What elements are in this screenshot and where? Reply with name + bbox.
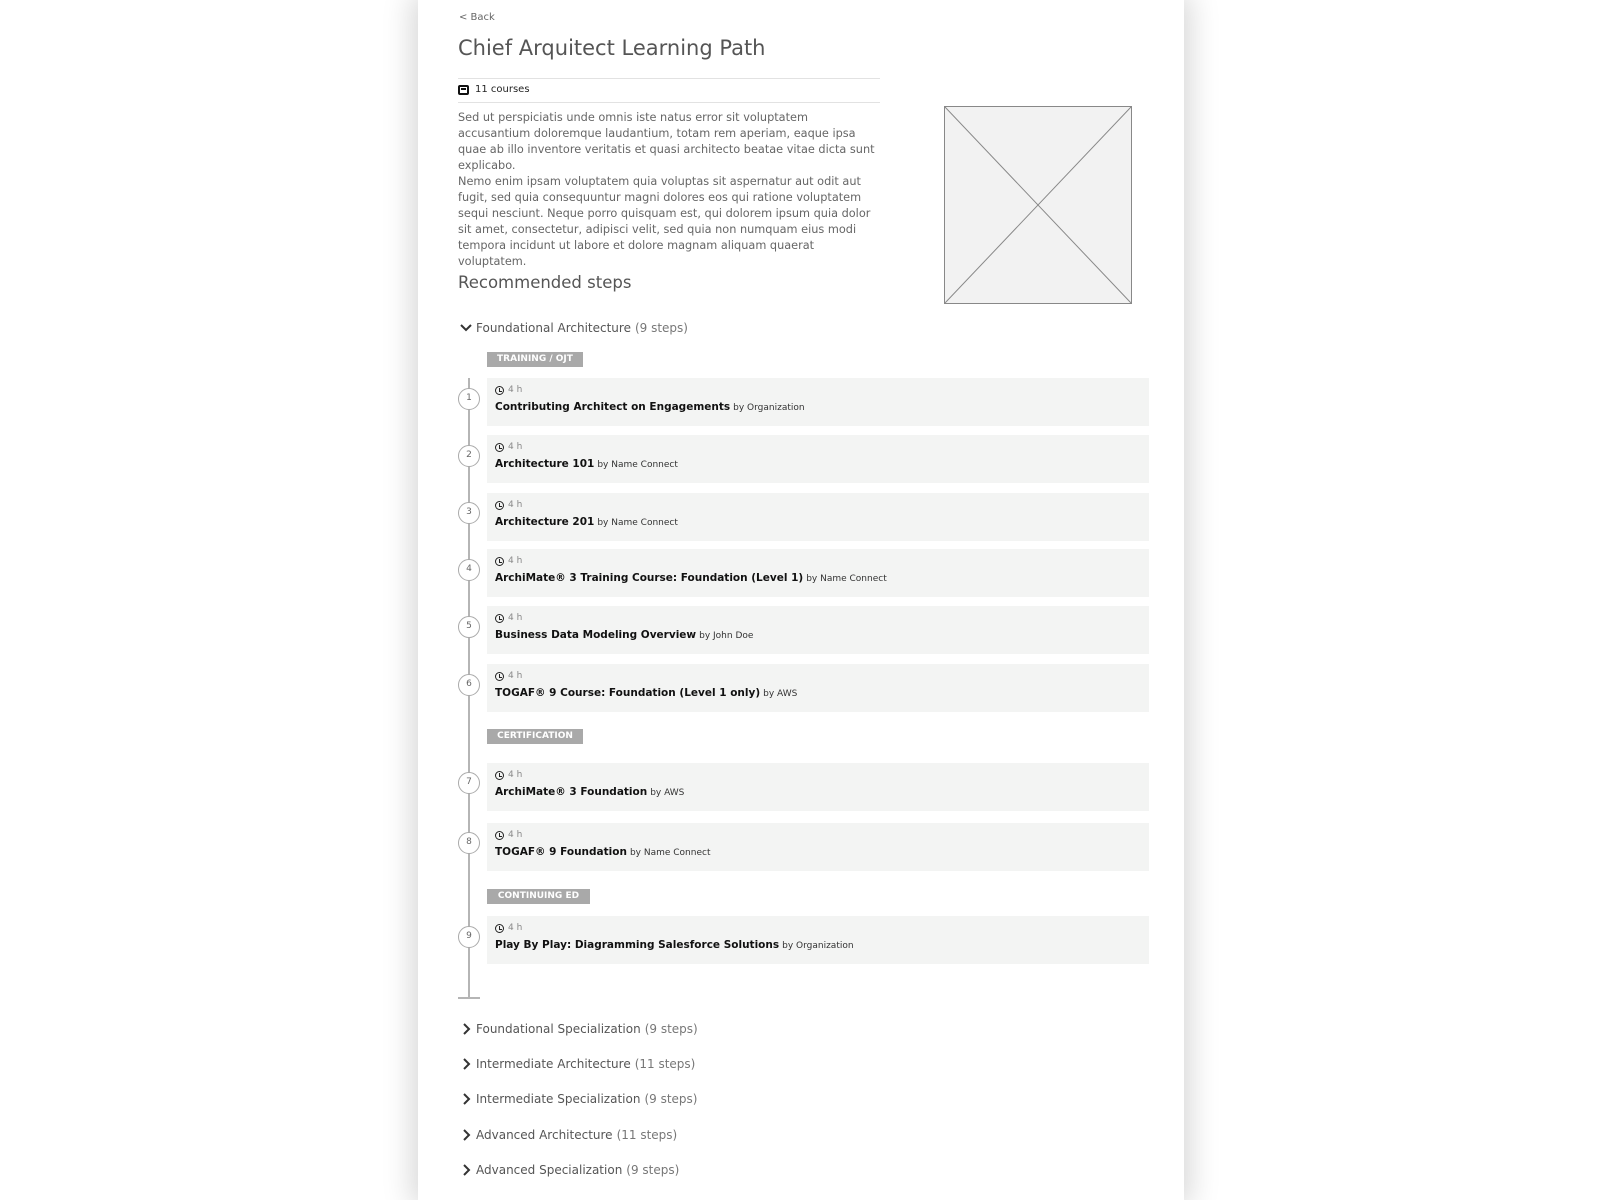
course-provider: by John Doe — [699, 631, 754, 641]
group-name: Advanced Specialization — [476, 1163, 623, 1177]
duration-label: 4 h — [508, 613, 523, 623]
chevron-right-icon — [458, 1164, 474, 1176]
section-label: CONTINUING ED — [487, 889, 590, 904]
duration — [495, 442, 522, 452]
back-link[interactable]: < Back — [459, 12, 495, 23]
group-name: Intermediate Specialization — [476, 1092, 641, 1106]
course-title[interactable]: Business Data Modeling Overview — [495, 629, 697, 641]
course-card[interactable] — [487, 549, 1149, 597]
duration-label: 4 h — [508, 770, 523, 780]
group-name: Advanced Architecture — [476, 1128, 613, 1142]
course-card[interactable] — [487, 378, 1149, 426]
description-paragraph: Nemo enim ipsam voluptatem quia voluptas sit aspernatur aut odit aut fugit, sed quia consequuntur magni dolores eos qui ratione voluptatem sequi nesciunt. Neque porro quisquam est, qui dolorem ipsum quia dolor sit amet, consectetur, adipisci velit, sed quia non numquam eius modi tempora incidunt ut labore et dolore magnam aliquam quaerat voluptatem. — [458, 175, 871, 268]
group-step-count: (11 steps) — [616, 1128, 678, 1142]
course-card[interactable] — [487, 763, 1149, 811]
group-toggle-intermediate-architecture[interactable] — [458, 1057, 695, 1071]
course-title[interactable]: Play By Play: Diagramming Salesforce Solutions — [495, 939, 780, 951]
image-placeholder — [944, 106, 1132, 304]
step-number: 7 — [458, 772, 480, 794]
group-step-count: (9 steps) — [644, 1022, 698, 1036]
duration-label: 4 h — [508, 923, 523, 933]
divider — [458, 102, 880, 103]
course-card[interactable] — [487, 916, 1149, 964]
courses-count-label: 11 courses — [475, 84, 530, 95]
course-provider: by Organization — [782, 941, 854, 951]
duration — [495, 830, 522, 840]
course-title[interactable]: Contributing Architect on Engagements — [495, 401, 731, 413]
course-provider: by AWS — [763, 689, 798, 699]
step-number: 8 — [458, 832, 480, 854]
clock-icon — [495, 771, 504, 780]
clock-icon — [495, 614, 504, 623]
section-label: TRAINING / OJT — [487, 352, 583, 367]
group-toggle-foundational-specialization[interactable] — [458, 1022, 698, 1036]
clock-icon — [495, 443, 504, 452]
learning-path-page — [418, 0, 1184, 1200]
duration-label: 4 h — [508, 556, 523, 566]
step-number: 4 — [458, 559, 480, 581]
group-step-count: (9 steps) — [644, 1092, 698, 1106]
step-number: 3 — [458, 502, 480, 524]
clock-icon — [495, 557, 504, 566]
section-label: CERTIFICATION — [487, 729, 583, 744]
course-card[interactable] — [487, 664, 1149, 712]
group-toggle-foundational-architecture[interactable] — [458, 321, 688, 335]
group-step-count: (9 steps) — [626, 1163, 680, 1177]
duration — [495, 556, 522, 566]
group-toggle-advanced-architecture[interactable] — [458, 1128, 677, 1142]
course-provider: by Name Connect — [629, 848, 711, 858]
duration-label: 4 h — [508, 830, 523, 840]
duration — [495, 770, 522, 780]
clock-icon — [495, 831, 504, 840]
clock-icon — [495, 386, 504, 395]
step-number: 5 — [458, 616, 480, 638]
group-step-count: (11 steps) — [634, 1057, 696, 1071]
group-step-count: (9 steps) — [634, 321, 688, 335]
clock-icon — [495, 672, 504, 681]
duration-label: 4 h — [508, 385, 523, 395]
duration — [495, 923, 522, 933]
group-name: Intermediate Architecture — [476, 1057, 631, 1071]
step-number: 1 — [458, 388, 480, 410]
chevron-right-icon — [458, 1093, 474, 1105]
group-toggle-intermediate-specialization[interactable] — [458, 1092, 697, 1106]
course-provider: by Name Connect — [597, 460, 678, 470]
recommended-steps-heading: Recommended steps — [458, 273, 632, 292]
course-title[interactable]: Architecture 201 — [495, 516, 595, 528]
course-provider: by Name Connect — [806, 574, 887, 584]
chevron-down-icon — [458, 322, 474, 334]
chevron-right-icon — [458, 1023, 474, 1035]
course-provider: by AWS — [650, 788, 685, 798]
clock-icon — [495, 924, 504, 933]
course-card[interactable] — [487, 606, 1149, 654]
course-card[interactable] — [487, 493, 1149, 541]
duration — [495, 385, 522, 395]
step-number: 6 — [458, 674, 480, 696]
duration — [495, 500, 522, 510]
description-paragraph: Sed ut perspiciatis unde omnis iste natus error sit voluptatem accusantium doloremque laudantium, totam rem aperiam, eaque ipsa quae ab illo inventore veritatis et quasi architecto beatae vitae dicta sunt explicabo. — [458, 111, 875, 172]
chevron-right-icon — [458, 1058, 474, 1070]
course-card[interactable] — [487, 823, 1149, 871]
course-title[interactable]: ArchiMate® 3 Foundation — [495, 786, 648, 798]
course-provider: by Name Connect — [597, 518, 678, 528]
step-number: 9 — [458, 926, 480, 948]
duration-label: 4 h — [508, 671, 523, 681]
course-icon — [458, 85, 469, 95]
duration-label: 4 h — [508, 500, 523, 510]
timeline-end — [458, 997, 480, 999]
page-title: Chief Arquitect Learning Path — [458, 36, 766, 60]
course-title[interactable]: TOGAF® 9 Course: Foundation (Level 1 only) — [495, 687, 761, 699]
duration — [495, 613, 522, 623]
group-name: Foundational Architecture — [476, 321, 631, 335]
course-title[interactable]: Architecture 101 — [495, 458, 595, 470]
chevron-right-icon — [458, 1129, 474, 1141]
step-number: 2 — [458, 445, 480, 467]
divider — [458, 78, 880, 79]
group-toggle-advanced-specialization[interactable] — [458, 1163, 679, 1177]
duration — [495, 671, 522, 681]
course-title[interactable]: ArchiMate® 3 Training Course: Foundation (Level 1) — [495, 572, 804, 584]
course-provider: by Organization — [733, 403, 805, 413]
duration-label: 4 h — [508, 442, 523, 452]
course-title[interactable]: TOGAF® 9 Foundation — [495, 846, 627, 858]
courses-count — [458, 84, 530, 95]
course-card[interactable] — [487, 435, 1149, 483]
clock-icon — [495, 501, 504, 510]
group-name: Foundational Specialization — [476, 1022, 641, 1036]
